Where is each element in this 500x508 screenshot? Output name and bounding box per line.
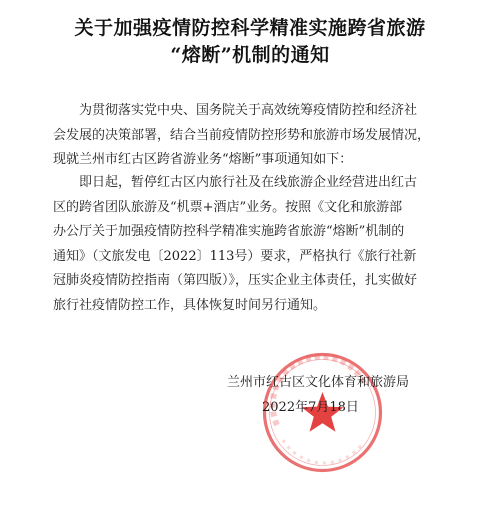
paragraph-2-line: 冠肺炎疫情防控指南（第四版）》，压实企业主体责任，扎实做好: [53, 273, 418, 288]
seal-text-arc-lower: [283, 440, 363, 463]
issuing-organization: 兰州市红古区文化体育和旅游局: [227, 375, 410, 390]
paragraph-1: [53, 99, 463, 173]
paragraph-2-line: 办公厅关于加强疫情防控科学精准实施跨省旅游“熔断”机制的: [53, 224, 405, 239]
document-title-line2: “熔断”机制的通知: [170, 44, 330, 66]
paragraph-2-line: 区的跨省团队旅游及“机票+酒店”业务。按照《文化和旅游部: [53, 199, 403, 215]
paragraph-1-line: 为贯彻落实党中央、国务院关于高效统筹疫情防控和经济社: [79, 103, 418, 118]
issue-date: 2022年7月18日: [262, 400, 359, 415]
paragraph-2-line: 通知》（文旅发电〔2022〕113号）要求，严格执行《旅行社新: [53, 248, 417, 264]
paragraph-2: [53, 171, 463, 318]
paragraph-1-line: 现就兰州市红古区跨省游业务“熔断”事项通知如下：: [53, 152, 353, 167]
paragraph-1-line: 会发展的决策部署，结合当前疫情防控形势和旅游市场发展情况，: [53, 127, 431, 143]
document-title-line1: 关于加强疫情防控科学精准实施跨省旅游: [74, 17, 426, 39]
paragraph-2-line: 即日起，暂停红古区内旅行社及在线旅游企业经营进出红古: [79, 175, 418, 190]
paragraph-2-line: 旅行社疫情防控工作，具体恢复时间另行通知。: [53, 297, 327, 313]
